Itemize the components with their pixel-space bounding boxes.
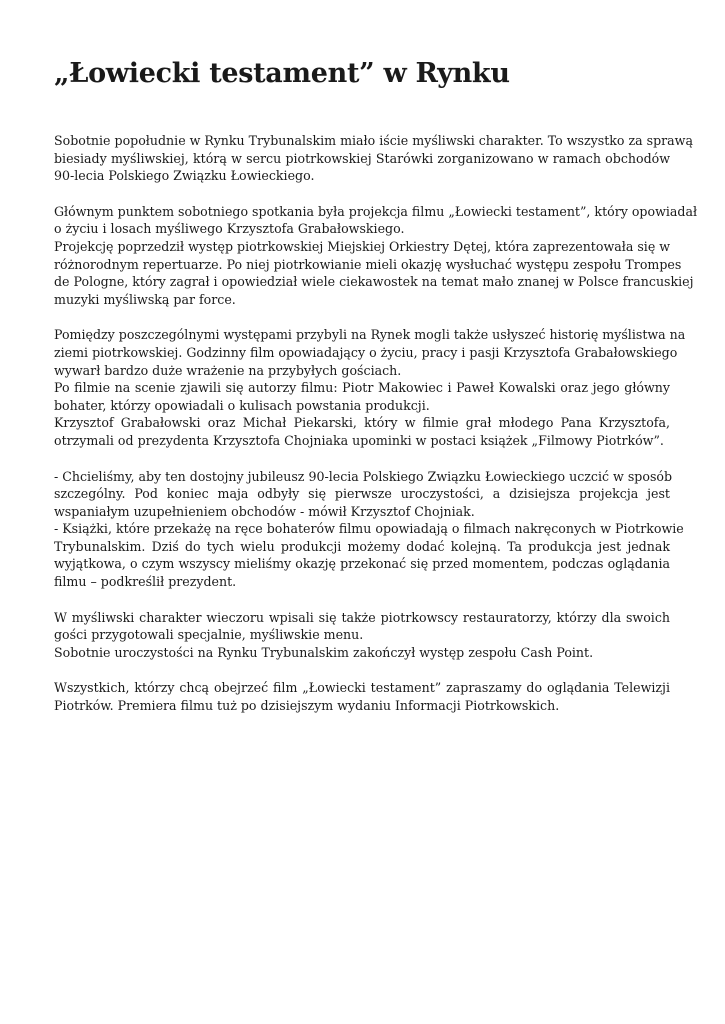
paragraph-line: de Pologne, który zagrał i opowiedział wiele ciekawostek na temat mało znanej w Polsce francuskiej <box>54 274 694 290</box>
paragraph-1 <box>54 132 693 185</box>
article-body <box>54 132 698 715</box>
paragraph-line: Sobotnie uroczystości na Rynku Trybunalskim zakończył występ zespołu Cash Point. <box>54 644 594 660</box>
paragraph-line: 90-lecia Polskiego Związku Łowieckiego. <box>54 168 315 184</box>
paragraph-line: Piotrków. Premiera filmu tuż po dzisiejszym wydaniu Informacji Piotrkowskich. <box>54 698 560 714</box>
paragraph-line: Trybunalskim. Dziś do tych wielu produkcji możemy dodać kolejną. Ta produkcja jest jednak <box>54 538 670 554</box>
paragraph-2 <box>54 203 698 309</box>
paragraph-line: szczególny. Pod koniec maja odbyły się pierwsze uroczystości, a dzisiejsza projekcja jest <box>54 486 670 502</box>
paragraph-line: Pomiędzy poszczególnymi występami przybyli na Rynek mogli także usłyszeć historię myślistwa na <box>54 327 686 343</box>
paragraph-line: otrzymali od prezydenta Krzysztofa Chojniaka upominki w postaci książek „Filmowy Piotrków”. <box>54 432 664 448</box>
paragraph-line: Wszystkich, którzy chcą obejrzeć film „Łowiecki testament” zapraszamy do oglądania Telewizji <box>54 680 670 696</box>
paragraph-line: Krzysztof Grabałowski oraz Michał Piekarski, który w filmie grał młodego Pana Krzysztofa, <box>54 415 670 431</box>
paragraph-line: bohater, którzy opowiadali o kulisach powstania produkcji. <box>54 397 430 413</box>
paragraph-line: różnorodnym repertuarze. Po niej piotrkowianie mieli okazję wysłuchać występu zespołu Trompes <box>54 256 682 272</box>
paragraph-line: Głównym punktem sobotniego spotkania była projekcja filmu „Łowiecki testament”, który opowiadał <box>54 203 698 219</box>
paragraph-5 <box>54 609 670 662</box>
paragraph-3 <box>54 326 686 449</box>
paragraph-line: biesiady myśliwskiej, którą w sercu piotrkowskiej Starówki zorganizowano w ramach obchodów <box>54 150 670 166</box>
paragraph-6 <box>54 679 670 714</box>
paragraph-line: W myśliwski charakter wieczoru wpisali się także piotrkowscy restauratorzy, którzy dla swoich <box>54 609 670 625</box>
paragraph-line: wspaniałym uzupełnieniem obchodów - mówił Krzysztof Chojniak. <box>54 503 475 519</box>
paragraph-line: wywarł bardzo duże wrażenie na przybyłych gościach. <box>54 362 402 378</box>
paragraph-line: filmu – podkreślił prezydent. <box>54 574 237 590</box>
paragraph-line: Sobotnie popołudnie w Rynku Trybunalskim miało iście myśliwski charakter. To wszystko za sprawą <box>54 133 693 148</box>
paragraph-line: muzyki myśliwską par force. <box>54 291 236 307</box>
paragraph-line: - Książki, które przekażę na ręce bohaterów filmu opowiadają o filmach nakręconych w Piotrkowie <box>54 521 684 537</box>
paragraph-4 <box>54 468 684 591</box>
paragraph-line: Projekcję poprzedził występ piotrkowskiej Miejskiej Orkiestry Dętej, która zaprezentowała się w <box>54 238 671 254</box>
paragraph-line: wyjątkowa, o czym wszyscy mieliśmy okazję przekonać się przed momentem, podczas oglądania <box>54 556 670 572</box>
paragraph-line: Po filmie na scenie zjawili się autorzy filmu: Piotr Makowiec i Paweł Kowalski oraz jego główny <box>54 380 670 396</box>
article <box>54 54 698 733</box>
article-title: „Łowiecki testament” w Rynku <box>54 58 510 89</box>
paragraph-line: o życiu i losach myśliwego Krzysztofa Grabałowskiego. <box>54 221 405 237</box>
paragraph-line: - Chcieliśmy, aby ten dostojny jubileusz 90-lecia Polskiego Związku Łowieckiego uczcić w sposób <box>54 468 673 484</box>
paragraph-line: ziemi piotrkowskiej. Godzinny film opowiadający o życiu, pracy i pasji Krzysztofa Grabałowskiego <box>54 344 678 360</box>
paragraph-line: gości przygotowali specjalnie, myśliwskie menu. <box>54 627 364 643</box>
